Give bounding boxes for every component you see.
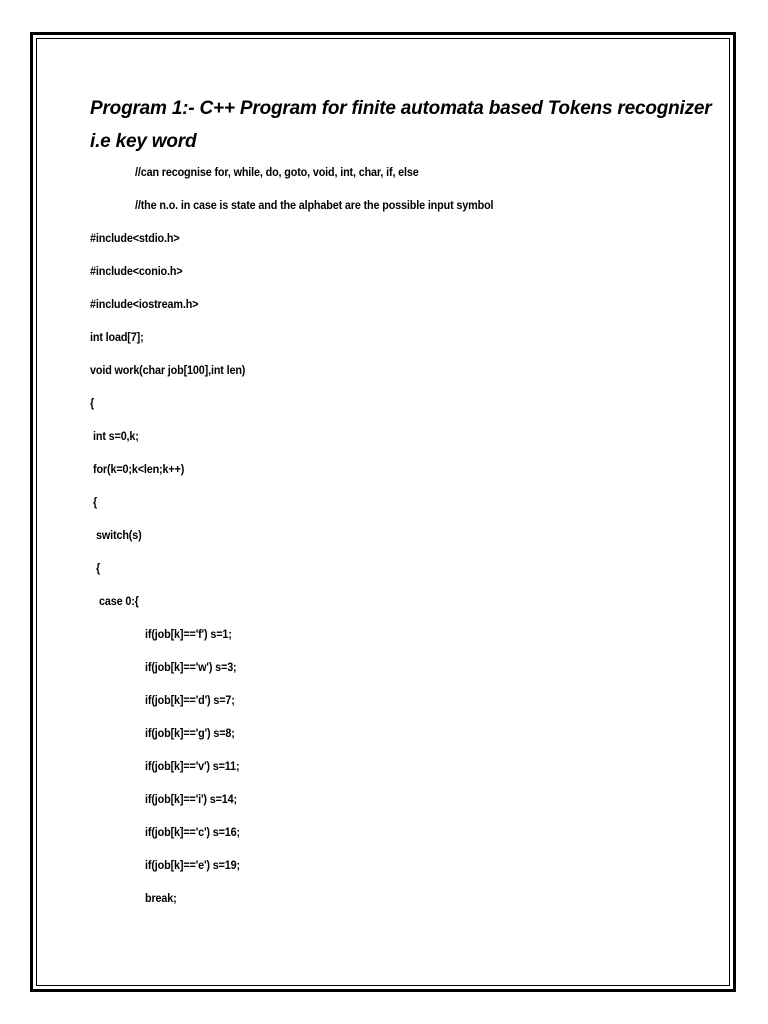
program-title: Program 1:- C++ Program for finite automata based Tokens recognizer i.e key word <box>90 98 712 152</box>
code-line: #include<iostream.h> <box>90 299 199 311</box>
code-line: if(job[k]=='w') s=3; <box>145 662 237 674</box>
code-comment-line: //the n.o. in case is state and the alphabet are the possible input symbol <box>135 200 494 212</box>
code-line: #include<conio.h> <box>90 266 183 278</box>
code-line: int s=0,k; <box>93 431 139 443</box>
code-line: { <box>90 398 95 410</box>
code-line: if(job[k]=='v') s=11; <box>145 761 240 773</box>
code-line: if(job[k]=='f') s=1; <box>145 629 232 641</box>
code-line: if(job[k]=='c') s=16; <box>145 827 240 839</box>
code-line: if(job[k]=='e') s=19; <box>145 860 240 872</box>
code-line: for(k=0;k<len;k++) <box>93 464 185 476</box>
code-line: void work(char job[100],int len) <box>90 365 246 377</box>
code-line: int load[7]; <box>90 332 144 344</box>
code-line: if(job[k]=='g') s=8; <box>145 728 235 740</box>
code-line: { <box>96 563 101 575</box>
code-line: break; <box>145 893 177 905</box>
code-comment-line: //can recognise for, while, do, goto, void, int, char, if, else <box>135 167 419 179</box>
code-line: #include<stdio.h> <box>90 233 180 245</box>
code-line: case 0:{ <box>99 596 139 608</box>
code-line: { <box>93 497 98 509</box>
code-line: if(job[k]=='i') s=14; <box>145 794 237 806</box>
code-line: switch(s) <box>96 530 142 542</box>
code-line: if(job[k]=='d') s=7; <box>145 695 235 707</box>
